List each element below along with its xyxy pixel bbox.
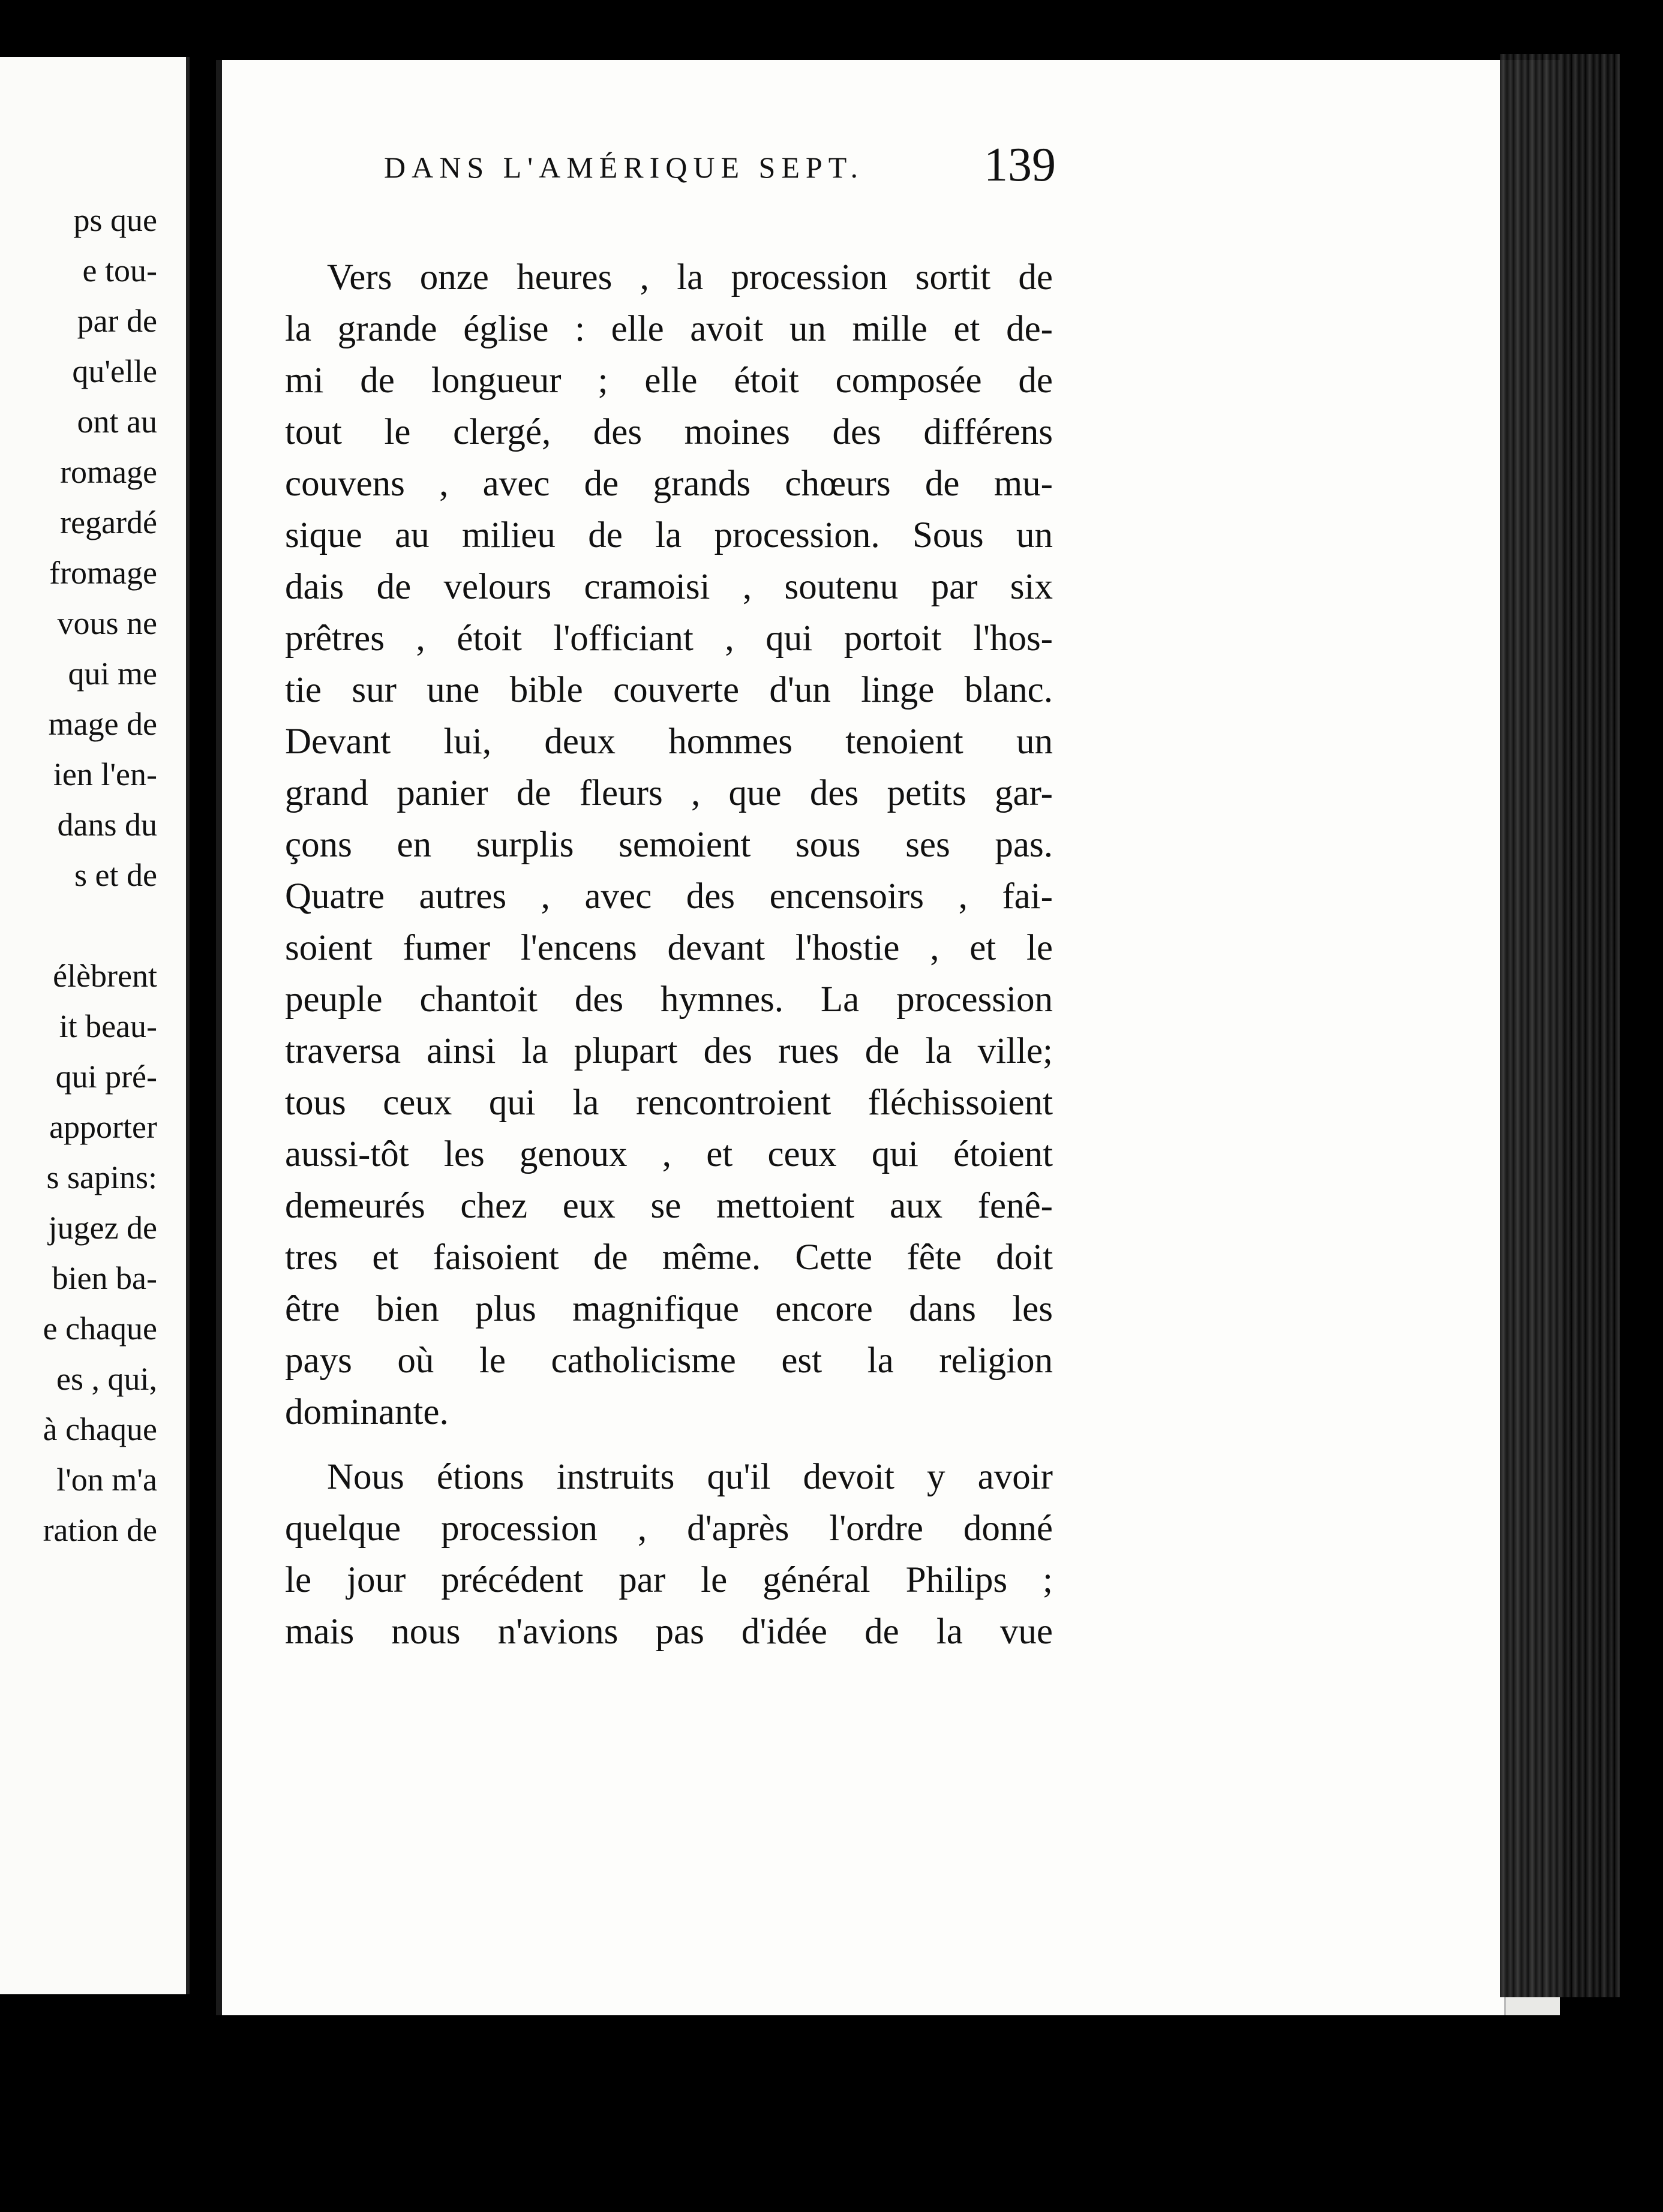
text-line: tout le clergé, des moines des différens: [285, 412, 1053, 452]
text-line: Nous étions instruits qu'il devoit y avoir: [327, 1457, 1053, 1497]
text-line: être bien plus magnifique encore dans les: [285, 1289, 1053, 1329]
left-facing-page: [0, 57, 190, 1994]
left-page-line: dans du: [57, 807, 157, 843]
left-page-line: mage de: [48, 706, 157, 742]
left-page-line: s sapins:: [46, 1159, 157, 1195]
text-line: traversa ainsi la plupart des rues de la ville;: [285, 1031, 1053, 1071]
text-line: Vers onze heures , la procession sortit de: [327, 257, 1053, 297]
left-page-line: e tou-: [82, 253, 157, 288]
left-page-line: vous ne: [57, 605, 157, 641]
text-line: peuple chantoit des hymnes. La procession: [285, 979, 1053, 1020]
text-line: demeurés chez eux se mettoient aux fenê-: [285, 1186, 1053, 1226]
text-line: sique au milieu de la procession. Sous un: [285, 515, 1053, 555]
left-page-line: it beau-: [59, 1008, 157, 1044]
left-page-line: apporter: [49, 1109, 157, 1145]
left-page-line: par de: [77, 303, 157, 339]
left-page-line: qui pré-: [55, 1059, 157, 1095]
text-line: Devant lui, deux hommes tenoient un: [285, 722, 1053, 762]
text-line: tie sur une bible couverte d'un linge blanc.: [285, 670, 1053, 710]
text-line: couvens , avec de grands chœurs de mu-: [285, 464, 1053, 504]
text-line: pays où le catholicisme est la religion: [285, 1341, 1053, 1381]
text-line: quelque procession , d'après l'ordre donné: [285, 1508, 1053, 1549]
left-page-line: jugez de: [48, 1210, 157, 1246]
left-page-line: s et de: [74, 857, 157, 893]
left-page-line: l'on m'a: [56, 1462, 157, 1498]
left-page-line: e chaque: [43, 1311, 157, 1347]
left-page-line: fromage: [49, 555, 157, 591]
text-line: tres et faisoient de même. Cette fête doit: [285, 1237, 1053, 1278]
left-page-line: élèbrent: [53, 958, 157, 994]
left-page-line: romage: [60, 454, 157, 490]
text-line: soient fumer l'encens devant l'hostie , et le: [285, 928, 1053, 968]
page-header: [192, 138, 1056, 204]
left-page-line: bien ba-: [52, 1260, 157, 1296]
text-line: grand panier de fleurs , que des petits gar-: [285, 773, 1053, 813]
text-line: çons en surplis semoient sous ses pas.: [285, 825, 1053, 865]
text-line: dominante.: [285, 1392, 449, 1432]
text-line: tous ceux qui la rencontroient fléchissoient: [285, 1083, 1053, 1123]
book-page-edge: [1500, 54, 1620, 1997]
left-page-line: ration de: [43, 1512, 157, 1548]
page-number: 139: [984, 139, 1056, 191]
left-page-line: à chaque: [43, 1411, 157, 1447]
text-line: Quatre autres , avec des encensoirs , fai-: [285, 876, 1053, 916]
running-head: DANS L'AMÉRIQUE SEPT.: [384, 151, 864, 184]
left-page-line: regardé: [60, 504, 157, 540]
body-text: [285, 252, 1053, 1658]
text-line: dais de velours cramoisi , soutenu par six: [285, 567, 1053, 607]
text-line: aussi-tôt les genoux , et ceux qui étoient: [285, 1134, 1053, 1174]
left-page-line: es , qui,: [56, 1361, 157, 1397]
left-page-line: ien l'en-: [53, 756, 157, 792]
text-line: la grande église : elle avoit un mille et de-: [285, 309, 1053, 349]
left-page-line: ont au: [77, 404, 157, 440]
text-line: mais nous n'avions pas d'idée de la vue: [285, 1612, 1053, 1652]
text-line: le jour précédent par le général Philips ;: [285, 1560, 1053, 1600]
text-line: mi de longueur ; elle étoit composée de: [285, 360, 1053, 401]
left-page-line: qui me: [68, 656, 157, 692]
left-page-line: qu'elle: [72, 353, 157, 389]
text-line: prêtres , étoit l'officiant , qui portoit l'hos-: [285, 618, 1053, 659]
left-page-line: ps que: [73, 202, 157, 238]
